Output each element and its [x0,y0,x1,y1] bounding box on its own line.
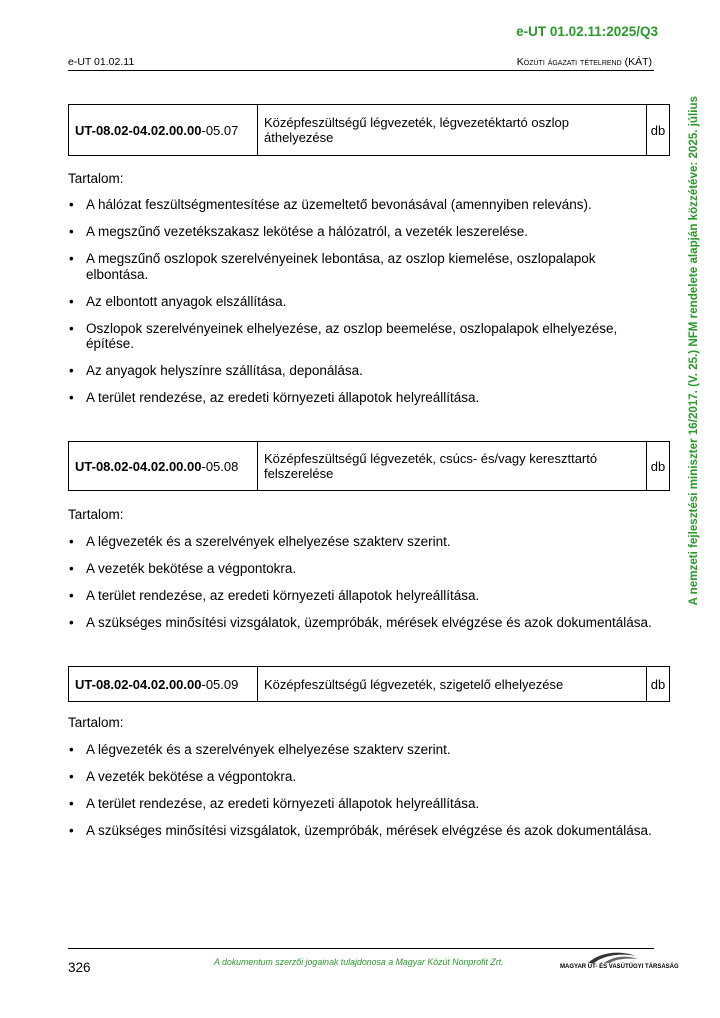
list-item: • A légvezeték és a szerelvények elhelyezése szakterv szerint. [68,534,658,550]
page-number: 326 [68,960,91,975]
item-unit: db [647,667,670,702]
list-item: • A szükséges minősítési vizsgálatok, üzempróbák, mérések elvégzése és azok dokumentálása. [68,823,658,839]
list-item: • Az elbontott anyagok elszállítása. [68,294,658,310]
list-item: • Oszlopok szerelvényeinek elhelyezése, az oszlop beemelése, oszlopalapok elhelyezése, építése. [68,321,658,352]
side-note-text: A nemzeti fejlesztési miniszter 16/2017. (V. 25.) NFM rendelete alapján közzétéve: 2025. július [687,96,700,606]
list-item: • A megszűnő vezetékszakasz lekötése a hálózatról, a vezeték leszerelése. [68,224,658,240]
item-title: Középfeszültségű légvezeték, csúcs- és/vagy kereszttartó felszerelése [258,442,647,491]
list-item: • A vezeték bekötése a végpontokra. [68,769,658,785]
content-label: Tartalom: [68,171,124,186]
side-publication-note [683,96,705,628]
list-item: • A megszűnő oszlopok szerelvényeinek lebontása, az oszlop kiemelése, oszlopalapok elbontása. [68,251,658,282]
content-label: Tartalom: [68,507,124,522]
list-item: • A légvezeték és a szerelvények elhelyezése szakterv szerint. [68,742,658,758]
item-title: Középfeszültségű légvezeték, légvezetéktartó oszlop áthelyezése [258,105,647,156]
header-left-text: e-UT 01.02.11 [68,56,135,68]
list-item: • A terület rendezése, az eredeti környezeti állapotok helyreállítása. [68,796,658,812]
header-divider [68,70,654,71]
item-code: UT-08.02-04.02.00.00-05.07 [69,105,258,156]
footer-divider [68,948,654,949]
item-header-table [68,104,670,156]
company-logo [560,950,679,974]
list-item: • A hálózat feszültségmentesítése az üzemeltető bevonásával (amennyiben releváns). [68,197,658,213]
logo-text: MAGYAR ÚT- ÉS VASÚTÜGYI TÁRSASÁG [560,964,679,970]
item-header-table [68,666,670,702]
content-list [68,534,658,642]
item-header-table [68,441,670,491]
list-item: • A vezeték bekötése a végpontokra. [68,561,658,577]
header-right-text: Közúti ágazati tételrend (KÁT) [516,56,652,68]
copyright-note: A dokumentum szerzői jogainak tulajdonosa a Magyar Közút Nonprofit Zrt. [214,957,504,967]
item-unit: db [647,442,670,491]
content-list [68,742,658,850]
list-item: • Az anyagok helyszínre szállítása, deponálása. [68,363,658,379]
list-item: • A terület rendezése, az eredeti környezeti állapotok helyreállítása. [68,390,658,406]
item-code: UT-08.02-04.02.00.00-05.09 [69,667,258,702]
item-unit: db [647,105,670,156]
content-label: Tartalom: [68,715,124,730]
item-title: Középfeszültségű légvezeték, szigetelő elhelyezése [258,667,647,702]
content-list [68,197,658,417]
item-code: UT-08.02-04.02.00.00-05.08 [69,442,258,491]
document-code: e-UT 01.02.11:2025/Q3 [516,24,658,39]
list-item: • A szükséges minősítési vizsgálatok, üzempróbák, mérések elvégzése és azok dokumentálása. [68,615,658,631]
list-item: • A terület rendezése, az eredeti környezeti állapotok helyreállítása. [68,588,658,604]
